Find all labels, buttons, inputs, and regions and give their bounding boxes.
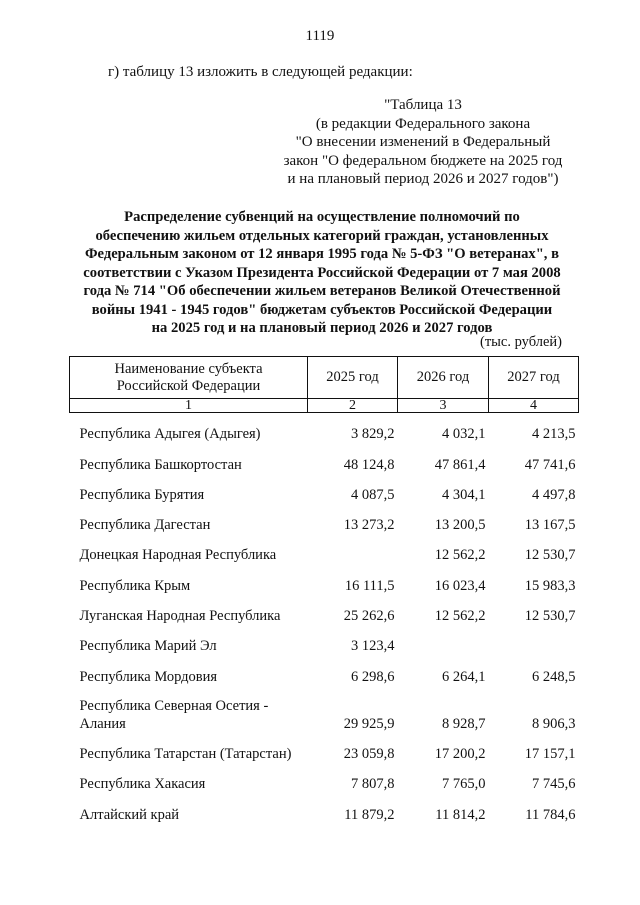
value-2026: 13 200,5 [434,517,486,534]
value-2027 [489,625,579,655]
region-name: Луганская Народная Республика [79,608,281,625]
note-line: "О внесении изменений в Федеральный [295,134,551,150]
table-row [70,534,579,564]
table-title [58,208,586,338]
region-name: Республика Башкортостан [79,456,242,473]
value-2025: 23 059,8 [343,745,395,762]
value-2027: 13 167,5 [524,517,576,534]
header-row [70,357,579,399]
region-name-line: Республика Северная Осетия - [79,697,269,714]
title-line: войны 1941 - 1945 годов" бюджетам субъектов Российской Федерации [91,301,553,318]
value-2025: 6 298,6 [351,668,395,685]
page-number: 1119 [305,28,335,44]
region-name: Республика Бурятия [79,486,205,503]
value-2027: 6 248,5 [532,668,576,685]
column-number: 4 [489,399,579,413]
header-2025: 2025 год [308,357,398,399]
title-line: Распределение субвенций на осуществление полномочий по [124,209,520,225]
value-2027: 4 213,5 [532,426,576,443]
title-line: соответствии с Указом Президента Российской Федерации от 7 мая 2008 [83,264,561,281]
table-row [70,564,579,594]
value-2026: 17 200,2 [434,745,486,762]
region-name: Донецкая Народная Республика [79,547,277,564]
table-row [70,443,579,473]
value-2025: 16 111,5 [344,577,395,594]
value-2027: 17 157,1 [524,745,576,762]
title-line: года № 714 "Об обеспечении жильем ветеранов Великой Отечественной [83,283,561,299]
note-line: закон "О федеральном бюджете на 2025 год [283,152,563,169]
value-2027: 4 497,8 [532,486,576,503]
value-2025: 29 925,9 [343,715,395,732]
units-label: (тыс. рублей) [480,334,562,350]
value-2027: 15 983,3 [524,577,576,594]
value-2027: 12 530,7 [524,608,576,625]
header-region-line: Наименование субъекта [114,360,263,377]
region-name: Республика Крым [79,577,191,594]
table-row [70,686,579,733]
value-2027: 12 530,7 [524,547,576,564]
title-line: на 2025 год и на плановый период 2026 и 2027 годов [151,320,493,336]
column-number: 3 [398,399,489,413]
region-name: Алтайский край [79,806,180,823]
header-region-line: Российской Федерации [116,377,261,394]
value-2025: 48 124,8 [343,456,395,473]
value-2026: 11 814,2 [435,806,486,823]
region-name: Республика Марий Эл [79,638,217,655]
value-2025 [308,534,398,564]
header-region [70,357,308,399]
region-name: Республика Дагестан [79,517,211,534]
table-row [70,793,579,823]
region-name: Республика Мордовия [79,668,218,685]
region-name: Республика Татарстан (Татарстан) [79,745,292,762]
title-line: Федеральным законом от 12 января 1995 года № 5-ФЗ "О ветеранах", в [85,246,559,262]
header-2027: 2027 год [489,357,579,399]
value-2026: 4 032,1 [442,426,486,443]
table-caption-note [268,96,578,189]
column-number-row [70,399,579,413]
value-2025: 3 123,4 [351,638,395,655]
table-row [70,655,579,685]
value-2026 [398,625,489,655]
value-2025: 25 262,6 [343,608,395,625]
column-number: 1 [70,399,308,413]
header-2026: 2026 год [398,357,489,399]
table-row [70,413,579,444]
note-line: (в редакции Федерального закона [315,115,531,132]
value-2026: 4 304,1 [442,486,486,503]
value-2025: 3 829,2 [351,426,395,443]
note-line: и на плановый период 2026 и 2027 годов") [287,171,559,187]
region-name: Республика Хакасия [79,776,206,793]
value-2025: 4 087,5 [351,486,395,503]
value-2026: 16 023,4 [434,577,486,594]
region-name-line: Алания [79,715,126,732]
value-2026: 8 928,7 [442,715,486,732]
note-line: "Таблица 13 [384,97,462,113]
value-2027: 8 906,3 [532,715,576,732]
value-2026: 6 264,1 [442,668,486,685]
amendment-intro: г) таблицу 13 изложить в следующей редакции: [108,64,413,80]
region-name: Республика Адыгея (Адыгея) [79,426,261,443]
column-number: 2 [308,399,398,413]
value-2026: 12 562,2 [434,608,486,625]
value-2026: 7 765,0 [442,776,486,793]
value-2026: 12 562,2 [434,547,486,564]
table-row [70,625,579,655]
table-row [70,733,579,763]
region-name [70,686,308,733]
value-2025: 7 807,8 [351,776,395,793]
subsidy-table [69,356,579,824]
value-2027: 11 784,6 [525,806,576,823]
value-2025: 11 879,2 [344,806,395,823]
value-2027: 7 745,6 [532,776,576,793]
table-row [70,504,579,534]
value-2025: 13 273,2 [343,517,395,534]
table-row [70,595,579,625]
table-row [70,474,579,504]
table-row [70,763,579,793]
title-line: обеспечению жильем отдельных категорий граждан, установленных [95,227,549,244]
value-2027: 47 741,6 [524,456,576,473]
value-2026: 47 861,4 [434,456,486,473]
